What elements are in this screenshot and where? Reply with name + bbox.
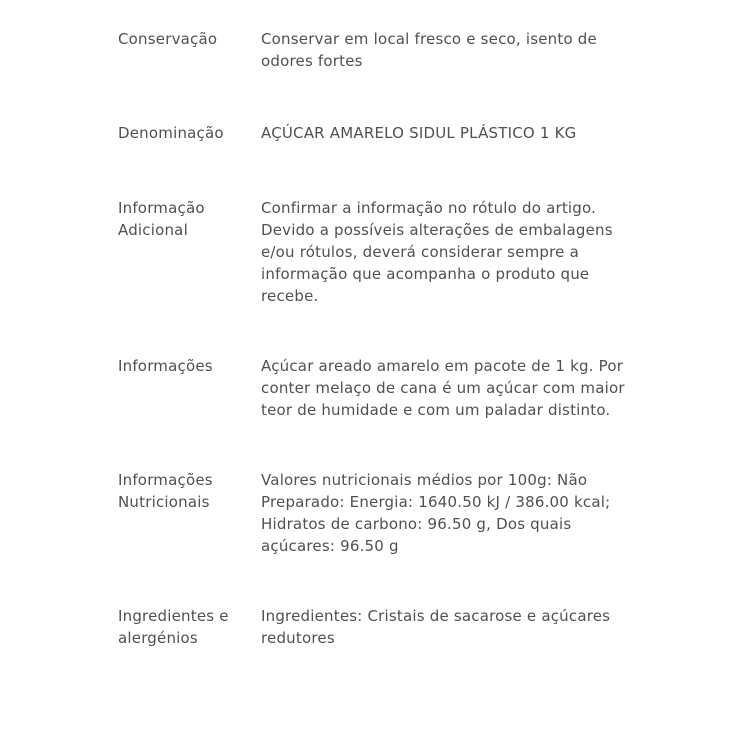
spec-row-informacoes — [118, 355, 638, 421]
spec-label-ingredientes-alergenios: Ingredientes e alergénios — [118, 607, 229, 647]
spec-value-denominacao: AÇÚCAR AMARELO SIDUL PLÁSTICO 1 KG — [261, 124, 577, 142]
spec-label-denominacao: Denominação — [118, 124, 224, 142]
product-specifications — [118, 28, 638, 649]
spec-row-informacao-adicional — [118, 197, 638, 307]
spec-row-ingredientes-alergenios — [118, 605, 638, 649]
spec-row-informacoes-nutricionais — [118, 469, 638, 557]
spec-value-informacoes-nutricionais: Valores nutricionais médios por 100g: Não Preparado: Energia: 1640.50 kJ / 386.00 kcal; Hidratos de carbono: 96.50 g, Dos quais açúcares: 96.50 g — [261, 471, 611, 555]
spec-value-informacoes: Açúcar areado amarelo em pacote de 1 kg. Por conter melaço de cana é um açúcar com maior teor de humidade e com um paladar distinto. — [261, 357, 625, 419]
spec-label-informacoes: Informações — [118, 357, 213, 375]
spec-value-informacao-adicional: Confirmar a informação no rótulo do artigo. Devido a possíveis alterações de embalagens e/ou rótulos, deverá considerar sempre a informação que acompanha o produto que recebe. — [261, 199, 613, 305]
spec-row-conservacao — [118, 28, 638, 72]
spec-row-denominacao — [118, 122, 638, 144]
spec-label-informacoes-nutricionais: Informações Nutricionais — [118, 471, 213, 511]
spec-label-informacao-adicional: Informação Adicional — [118, 199, 205, 239]
spec-label-conservacao: Conservação — [118, 30, 218, 48]
spec-value-conservacao: Conservar em local fresco e seco, isento de odores fortes — [261, 30, 597, 70]
spec-value-ingredientes-alergenios: Ingredientes: Cristais de sacarose e açúcares redutores — [261, 607, 611, 647]
